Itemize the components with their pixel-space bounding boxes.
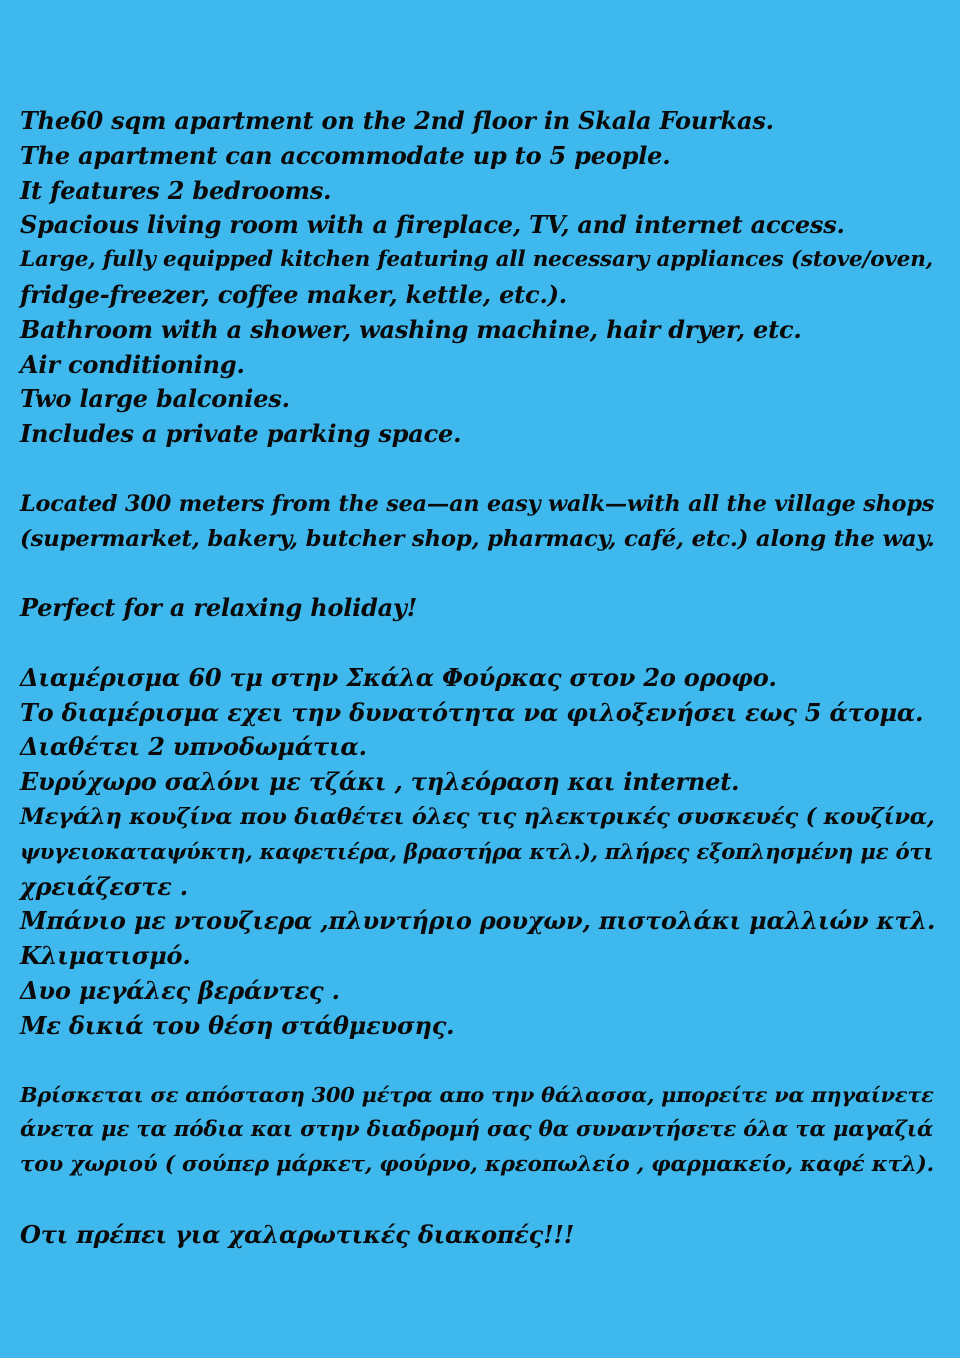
feature-line-air-conditioning: Air conditioning. xyxy=(20,349,245,379)
greek-location-line: Βρίσκεται σε απόσταση 300 μέτρα απο την θάλασσα, μπορείτε να πηγαίνετε xyxy=(20,1082,934,1108)
paragraph-spacer xyxy=(20,1044,945,1079)
listing-description xyxy=(20,104,945,1252)
greek-location-line: του χωριού ( σούπερ μάρκετ, φούρνο, κρεοπωλείο , φαρμακείο, καφέ κτλ). xyxy=(20,1151,934,1177)
paragraph-spacer xyxy=(20,556,945,591)
paragraph-spacer xyxy=(20,626,945,661)
feature-line-kitchen-cont: fridge-freezer, coffee maker, kettle, etc.). xyxy=(20,279,567,309)
greek-feature-line: Μπάνιο με ντουζιερα ,πλυντήριο ρουχων, πιστολάκι μαλλιών κτλ. xyxy=(20,906,936,936)
greek-feature-line: Με δικιά του θέση στάθμευσης. xyxy=(20,1010,455,1040)
greek-location-line: άνετα με τα πόδια και στην διαδρομή σας θα συναντήσετε όλα τα μαγαζιά xyxy=(20,1117,934,1143)
location-line: Located 300 meters from the sea—an easy walk—with all the village shops xyxy=(20,490,935,517)
english-closing-line: Perfect for a relaxing holiday! xyxy=(20,593,418,623)
greek-feature-line: ψυγειοκαταψύκτη, καφετιέρα, βραστήρα κτλ.), πλήρες εξοπλησμένη με ότι xyxy=(20,838,934,864)
feature-line-capacity: The apartment can accommodate up to 5 people. xyxy=(20,140,671,170)
greek-feature-line: Ευρύχωρο σαλόνι με τζάκι , τηλεόραση και internet. xyxy=(20,767,740,797)
feature-line-kitchen: Large, fully equipped kitchen featuring all necessary appliances (stove/oven, xyxy=(20,247,933,273)
greek-feature-line: Διαθέτει 2 υπνοδωμάτια. xyxy=(20,732,367,762)
greek-location-section xyxy=(20,1078,945,1182)
paragraph-spacer xyxy=(20,452,945,487)
feature-line-bedrooms: It features 2 bedrooms. xyxy=(20,175,332,205)
greek-feature-line: Το διαμέρισμα εχει την δυνατότητα να φιλοξενήσει εως 5 άτομα. xyxy=(20,697,924,727)
greek-feature-line: Διαμέρισμα 60 τμ στην Σκάλα Φούρκας στον 2ο οροφο. xyxy=(20,662,777,692)
greek-feature-line: Δυο μεγάλες βεράντες . xyxy=(20,975,340,1005)
greek-closing-line: Οτι πρέπει για χαλαρωτικές διακοπές!!! xyxy=(20,1219,575,1249)
greek-features-section xyxy=(20,661,945,1044)
greek-feature-line: χρειάζεστε . xyxy=(20,871,188,901)
feature-line-balconies: Two large balconies. xyxy=(20,384,290,414)
location-line: (supermarket, bakery, butcher shop, pharmacy, café, etc.) along the way. xyxy=(20,525,935,552)
greek-feature-line: Κλιματισμό. xyxy=(20,941,191,971)
greek-feature-line: Μεγάλη κουζίνα που διαθέτει όλες τις ηλεκτρικές συσκευές ( κουζίνα, xyxy=(20,803,935,830)
feature-line-size: The60 sqm apartment on the 2nd floor in Skala Fourkas. xyxy=(20,106,774,135)
feature-line-bathroom: Bathroom with a shower, washing machine, hair dryer, etc. xyxy=(20,314,802,344)
feature-line-parking: Includes a private parking space. xyxy=(20,419,462,449)
english-location-section xyxy=(20,487,945,557)
english-features-section xyxy=(20,104,945,452)
paragraph-spacer xyxy=(20,1183,945,1218)
feature-line-living-room: Spacious living room with a fireplace, TV, and internet access. xyxy=(20,210,845,240)
